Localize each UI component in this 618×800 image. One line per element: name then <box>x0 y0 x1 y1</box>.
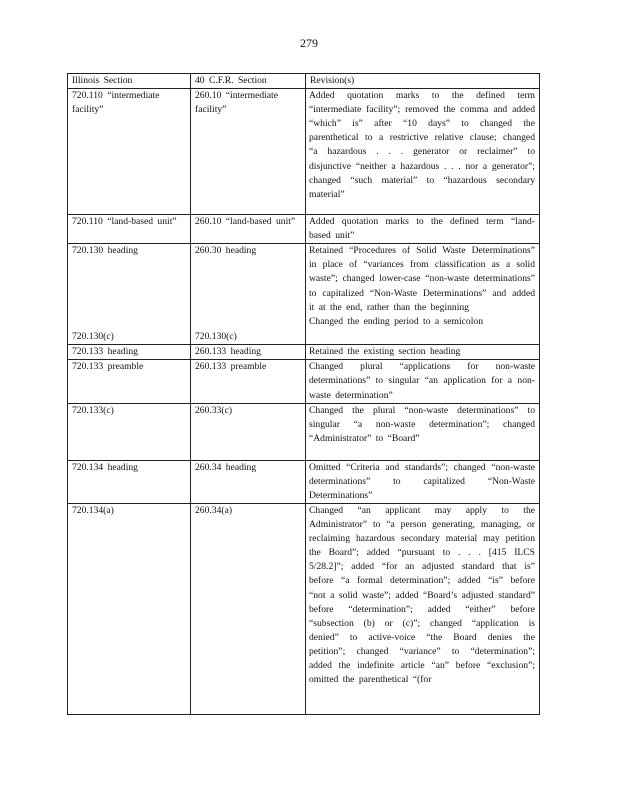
table-header-row <box>68 74 540 89</box>
revision-cell: Omitted “Criteria and standards”; changed “non-waste determinations” to capitalized “Non-Waste Determinations” <box>306 460 540 503</box>
revision-cell: Retained the existing section heading <box>306 345 540 360</box>
table-row <box>68 503 540 714</box>
cfr-section-heading: 260.30 heading <box>195 245 257 257</box>
page-number: 279 <box>300 36 318 50</box>
revision-cell: Added quotation marks to the defined term “land-based unit” <box>306 215 540 244</box>
revision-text: Retained “Procedures of Solid Waste Determinations” in place of “variances from classification as a solid waste”; changed lower-case “non-waste determinations” to capitalized “Non-Waste Determinations” and added it at the end, rather than the beginning <box>309 245 535 313</box>
revision-cell: Added quotation marks to the defined term “intermediate facility”; removed the comma and added “which” is” after “10 days” to changed the parenthetical to a restrictive relative clause; changed “a hazardous . . . generator or reclaimer” to disjunctive “neither a hazardous . . . nor a generator”; changed “such material” to “hazardous secondary material” <box>306 89 540 215</box>
table-row <box>68 244 540 345</box>
cfr-section-cell <box>191 244 306 345</box>
revision-cell: Changed “an applicant may apply to the Administrator” to “a person generating, managing, or reclaiming hazardous secondary material may petition the Board”; added “pursuant to . . . [415 ILCS 5/28.2]”; added “for an adjusted standard that is” before “a formal determination”; added “is” before “not a solid waste”; added “Board’s adjusted standard” before “determination”; added “either” before “subsection (b) or (c)”; changed “application is denied” to active-voice “the Board denies the petition”; changed “variance” to “determination”; added the indefinite article “an” before “exclusion”; omitted the parenthetical “(for <box>306 503 540 714</box>
illinois-section-cell: 720.133(c) <box>68 403 191 460</box>
revision-cell: Changed the plural “non-waste determinations” to singular “a non-waste determination”; changed “Administrator” to “Board” <box>306 403 540 460</box>
revision-cell: Changed plural “applications for non-waste determinations” to singular “an application for a non-waste determination” <box>306 360 540 403</box>
cfr-section-cell: 260.133 preamble <box>191 360 306 403</box>
illinois-section-cell: 720.133 preamble <box>68 360 191 403</box>
illinois-subsection: 720.130(c) <box>72 331 114 343</box>
illinois-section-cell: 720.110 “land-based unit” <box>68 215 191 244</box>
illinois-section-cell: 720.110 “intermediate facility” <box>68 89 191 215</box>
table-row <box>68 345 540 360</box>
illinois-section-cell: 720.134(a) <box>68 503 191 714</box>
header-illinois-section: Illinois Section <box>68 74 191 89</box>
illinois-section-heading: 720.130 heading <box>72 245 138 257</box>
illinois-section-cell: 720.133 heading <box>68 345 191 360</box>
revision-text-subsection: Changed the ending period to a semicolon <box>309 315 483 327</box>
illinois-section-cell: 720.134 heading <box>68 460 191 503</box>
revision-cell <box>306 244 540 345</box>
table-row <box>68 89 540 215</box>
cfr-section-cell: 260.133 heading <box>191 345 306 360</box>
cfr-section-cell: 260.34(a) <box>191 503 306 714</box>
cfr-section-cell: 260.10 “intermediate facility” <box>191 89 306 215</box>
cfr-section-cell: 260.33(c) <box>191 403 306 460</box>
header-cfr-section: 40 C.F.R. Section <box>191 74 306 89</box>
header-revisions: Revision(s) <box>306 74 540 89</box>
table-row <box>68 360 540 403</box>
cfr-subsection: 720.130(c) <box>195 331 237 343</box>
table-row <box>68 403 540 460</box>
cfr-section-cell: 260.10 “land-based unit” <box>191 215 306 244</box>
table-row <box>68 215 540 244</box>
illinois-section-cell <box>68 244 191 345</box>
table-row <box>68 460 540 503</box>
cfr-section-cell: 260.34 heading <box>191 460 306 503</box>
revision-table <box>67 73 540 715</box>
